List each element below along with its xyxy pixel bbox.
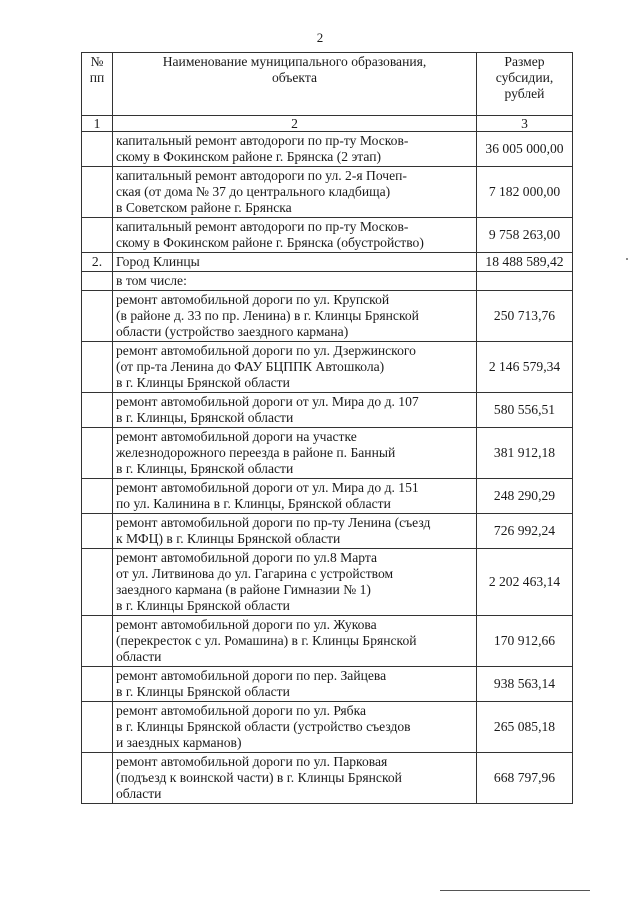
table-row xyxy=(82,218,573,253)
row-number xyxy=(82,272,113,291)
row-subsidy-amount: 250 713,76 xyxy=(477,291,573,342)
scan-speck xyxy=(626,258,628,260)
table-row xyxy=(82,291,573,342)
table-body xyxy=(82,132,573,804)
table-row xyxy=(82,167,573,218)
row-subsidy-amount: 9 758 263,00 xyxy=(477,218,573,253)
row-subsidy-amount: 2 202 463,14 xyxy=(477,549,573,616)
table-row xyxy=(82,393,573,428)
table-row xyxy=(82,428,573,479)
row-subsidy-amount: 7 182 000,00 xyxy=(477,167,573,218)
column-index: 1 xyxy=(82,116,113,132)
row-object-name: ремонт автомобильной дороги по ул. Крупской (в районе д. 33 по пр. Ленина) в г. Клинцы Брянской области (устройство заездного кармана) xyxy=(113,291,477,342)
subsidy-table xyxy=(81,52,573,804)
row-subsidy-amount: 726 992,24 xyxy=(477,514,573,549)
row-number: 2. xyxy=(82,253,113,272)
row-subsidy-amount: 265 085,18 xyxy=(477,702,573,753)
row-number xyxy=(82,342,113,393)
row-object-name: ремонт автомобильной дороги по пр-ту Ленина (съезд к МФЦ) в г. Клинцы Брянской области xyxy=(113,514,477,549)
row-object-name: ремонт автомобильной дороги по ул. Жукова (перекресток с ул. Ромашина) в г. Клинцы Брянской области xyxy=(113,616,477,667)
page-number: 2 xyxy=(316,30,324,45)
row-number xyxy=(82,616,113,667)
row-object-name: ремонт автомобильной дороги от ул. Мира до д. 151 по ул. Калинина в г. Клинцы, Брянской области xyxy=(113,479,477,514)
row-object-name: ремонт автомобильной дороги по ул. Рябка в г. Клинцы Брянской области (устройство съездов и заездных карманов) xyxy=(113,702,477,753)
row-subsidy-amount: 381 912,18 xyxy=(477,428,573,479)
table-row xyxy=(82,616,573,667)
table-row xyxy=(82,253,573,272)
header-name: Наименование муниципального образования, объекта xyxy=(113,53,477,116)
table-row xyxy=(82,342,573,393)
row-subsidy-amount: 18 488 589,42 xyxy=(477,253,573,272)
table-row xyxy=(82,702,573,753)
row-number xyxy=(82,167,113,218)
row-number xyxy=(82,514,113,549)
row-number xyxy=(82,291,113,342)
table-row xyxy=(82,753,573,804)
row-subsidy-amount: 938 563,14 xyxy=(477,667,573,702)
row-number xyxy=(82,667,113,702)
column-index: 2 xyxy=(113,116,477,132)
row-object-name: ремонт автомобильной дороги на участке железнодорожного переезда в районе п. Банный в г. Клинцы, Брянской области xyxy=(113,428,477,479)
column-index-row xyxy=(82,116,573,132)
table-row xyxy=(82,272,573,291)
row-number xyxy=(82,702,113,753)
row-object-name: капитальный ремонт автодороги по пр-ту Москов- скому в Фокинском районе г. Брянска (обустройство) xyxy=(113,218,477,253)
header-number: № пп xyxy=(82,53,113,116)
row-object-name: ремонт автомобильной дороги по ул. Парковая (подъезд к воинской части) в г. Клинцы Брянской области xyxy=(113,753,477,804)
row-object-name: капитальный ремонт автодороги по ул. 2-я Почеп- ская (от дома № 37 до центрального кладбища) в Советском районе г. Брянска xyxy=(113,167,477,218)
row-object-name: капитальный ремонт автодороги по пр-ту Москов- скому в Фокинском районе г. Брянска (2 этап) xyxy=(113,132,477,167)
row-subsidy-amount xyxy=(477,272,573,291)
table-row xyxy=(82,132,573,167)
row-subsidy-amount: 668 797,96 xyxy=(477,753,573,804)
row-subsidy-amount: 580 556,51 xyxy=(477,393,573,428)
row-number xyxy=(82,753,113,804)
table-row xyxy=(82,514,573,549)
row-subsidy-amount: 36 005 000,00 xyxy=(477,132,573,167)
header-amount: Размер субсидии, рублей xyxy=(477,53,573,116)
row-number xyxy=(82,479,113,514)
row-subsidy-amount: 248 290,29 xyxy=(477,479,573,514)
row-number xyxy=(82,132,113,167)
row-subsidy-amount: 170 912,66 xyxy=(477,616,573,667)
header-row xyxy=(82,53,573,116)
row-number xyxy=(82,393,113,428)
row-object-name: ремонт автомобильной дороги от ул. Мира до д. 107 в г. Клинцы, Брянской области xyxy=(113,393,477,428)
table-row xyxy=(82,667,573,702)
row-object-name: ремонт автомобильной дороги по ул. Дзержинского (от пр-та Ленина до ФАУ БЦППК Автошкола) в г. Клинцы Брянской области xyxy=(113,342,477,393)
row-number xyxy=(82,428,113,479)
row-subsidy-amount: 2 146 579,34 xyxy=(477,342,573,393)
row-number xyxy=(82,549,113,616)
row-object-name: ремонт автомобильной дороги по пер. Зайцева в г. Клинцы Брянской области xyxy=(113,667,477,702)
row-number xyxy=(82,218,113,253)
row-object-name: в том числе: xyxy=(113,272,477,291)
bottom-rule xyxy=(440,890,590,891)
column-index: 3 xyxy=(477,116,573,132)
table-row xyxy=(82,479,573,514)
row-object-name: Город Клинцы xyxy=(113,253,477,272)
table-row xyxy=(82,549,573,616)
row-object-name: ремонт автомобильной дороги по ул.8 Марта от ул. Литвинова до ул. Гагарина с устройством заездного кармана (в районе Гимназии № 1) в г. Клинцы Брянской области xyxy=(113,549,477,616)
